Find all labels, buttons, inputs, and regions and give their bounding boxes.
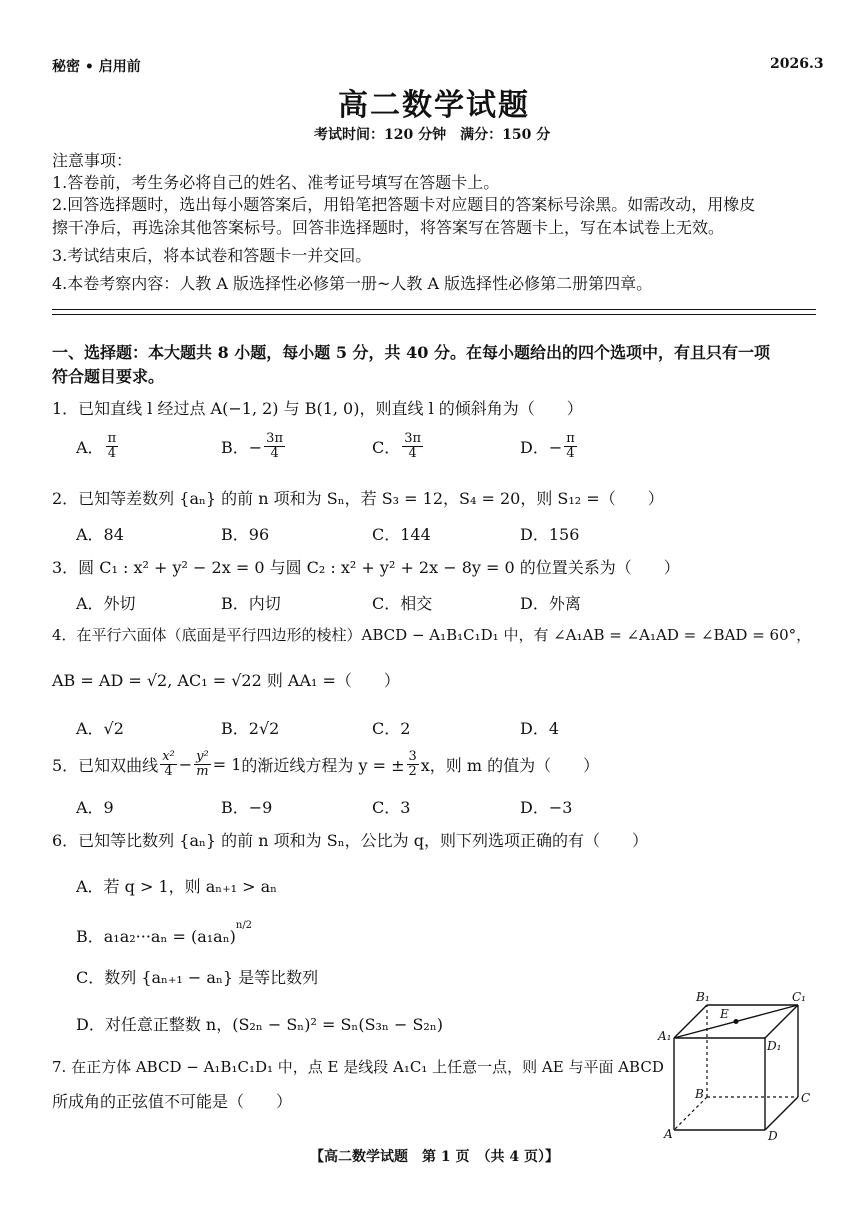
note-item: 3.考试结束后，将本试卷和答题卡一并交回。	[52, 246, 372, 265]
question-7: 7. 在正方体 ABCD − A₁B₁C₁D₁ 中，点 E 是线段 A₁C₁ 上任意一点，则 AE 与平面 ABCD	[52, 1058, 664, 1076]
label-c1: C₁	[792, 990, 806, 1004]
question-1: 1．已知直线 l 经过点 A(−1, 2) 与 B(1, 0)，则直线 l 的倾斜角为（ ）	[52, 399, 583, 418]
divider	[52, 309, 816, 310]
q3-option-d: D．外离	[520, 594, 581, 613]
edge-c-d	[765, 1097, 798, 1130]
label-a: A	[664, 1127, 673, 1141]
q3-option-b: B．内切	[221, 594, 281, 613]
section-heading: 一、选择题：本大题共 8 小题，每小题 5 分，共 40 分。在每小题给出的四个选项中，有且只有一项	[52, 343, 770, 362]
section-heading: 符合题目要求。	[52, 367, 165, 386]
question-7-cont: 所成角的正弦值不可能是（ ）	[52, 1092, 293, 1111]
q5-option-d: D．−3	[520, 798, 573, 817]
label-d1: D₁	[767, 1039, 782, 1053]
exam-date: 2026.3	[770, 56, 824, 72]
question-2: 2．已知等差数列 {aₙ} 的前 n 项和为 Sₙ，若 S₃ = 12，S₄ = 20，则 S₁₂ =（ ）	[52, 489, 664, 508]
notes-heading: 注意事项：	[52, 151, 133, 170]
q1-option-c: C． $\frac{3\pi}{4}$	[372, 431, 422, 461]
note-item: 4.本卷考察内容：人教 A 版选择性必修第一册~人教 A 版选择性必修第二册第四章。	[52, 274, 653, 293]
q3-option-c: C．相交	[372, 594, 433, 613]
q2-option-c: C．144	[372, 525, 431, 544]
q3-option-a: A．外切	[76, 594, 136, 613]
label-e: E	[720, 1007, 729, 1021]
q4-option-d: D．4	[520, 719, 560, 738]
label-d: D	[768, 1129, 778, 1143]
q6-option-b: B．$a_1a_2\cdot\cdot\cdot a_n = (a_1a_n)^{n/2}$	[76, 919, 253, 946]
q6-option-c: C．数列 {aₙ₊₁ − aₙ} 是等比数列	[76, 968, 319, 987]
q5-option-b: B．−9	[221, 798, 273, 817]
point-e	[734, 1019, 739, 1024]
q6-option-d: D．对任意正整数 n，(S₂ₙ − Sₙ)² = Sₙ(S₃ₙ − S₂ₙ)	[76, 1015, 443, 1034]
q1-option-d: D．− $\frac{\pi}{4}$	[520, 431, 575, 461]
q6-option-a: A．若 q > 1，则 aₙ₊₁ > aₙ	[76, 877, 278, 896]
exam-subtitle: 考试时间：120 分钟 满分：150 分	[314, 127, 551, 143]
question-4: 4．在平行六面体（底面是平行四边形的棱柱）ABCD − A₁B₁C₁D₁ 中，有 ∠A₁AB = ∠A₁AD = ∠BAD = 60°，	[52, 626, 812, 644]
q5-option-c: C．3	[372, 798, 411, 817]
q2-option-d: D．156	[520, 525, 580, 544]
page-footer: 【高二数学试题 第 1 页 （共 4 页）】	[310, 1149, 559, 1165]
q1-option-a: A． $\frac{\pi}{4}$	[76, 431, 117, 461]
cube-figure	[652, 990, 842, 1150]
question-5: 5．已知双曲线 $\frac{\text{x²}}{4}$ − $\frac{\text{y²}}{m}$ = 1的渐近线方程为 y = ± $\frac{3}{2}$ x，则 m 的值为（ ）	[52, 749, 600, 779]
note-item: 擦干净后，再选涂其他答案标号。回答非选择题时，将答案写在答题卡上，写在本试卷上无效。	[52, 218, 725, 237]
q4-option-b: B．2√2	[221, 719, 280, 738]
q2-option-b: B．96	[221, 525, 270, 544]
q5-option-a: A．9	[76, 798, 114, 817]
q2-option-a: A．84	[76, 525, 124, 544]
q4-option-a: A．√2	[76, 719, 124, 738]
question-6: 6．已知等比数列 {aₙ} 的前 n 项和为 Sₙ，公比为 q，则下列选项正确的有（ ）	[52, 831, 648, 850]
label-a1: A₁	[658, 1029, 672, 1043]
question-4-cont: AB = AD = √2, AC₁ = √22 则 AA₁ =（ ）	[52, 671, 400, 690]
note-item: 2.回答选择题时，选出每小题答案后，用铅笔把答题卡对应题目的答案标号涂黑。如需改动，用橡皮	[52, 195, 756, 214]
label-b: B	[695, 1087, 704, 1101]
q1-option-b: B．− $\frac{3\pi}{4}$	[221, 431, 283, 461]
divider	[52, 314, 816, 315]
page-title: 高二数学试题	[338, 88, 530, 123]
label-c: C	[801, 1091, 811, 1105]
question-3: 3．圆 C₁ : x² + y² − 2x = 0 与圆 C₂ : x² + y² + 2x − 8y = 0 的位置关系为（ ）	[52, 558, 680, 577]
q4-option-c: C．2	[372, 719, 411, 738]
hidden-edge-a-b	[674, 1097, 707, 1130]
label-b1: B₁	[696, 990, 710, 1004]
confidential-label: 秘密 • 启用前	[52, 59, 141, 75]
note-item: 1.答卷前，考生务必将自己的姓名、准考证号填写在答题卡上。	[52, 173, 500, 192]
